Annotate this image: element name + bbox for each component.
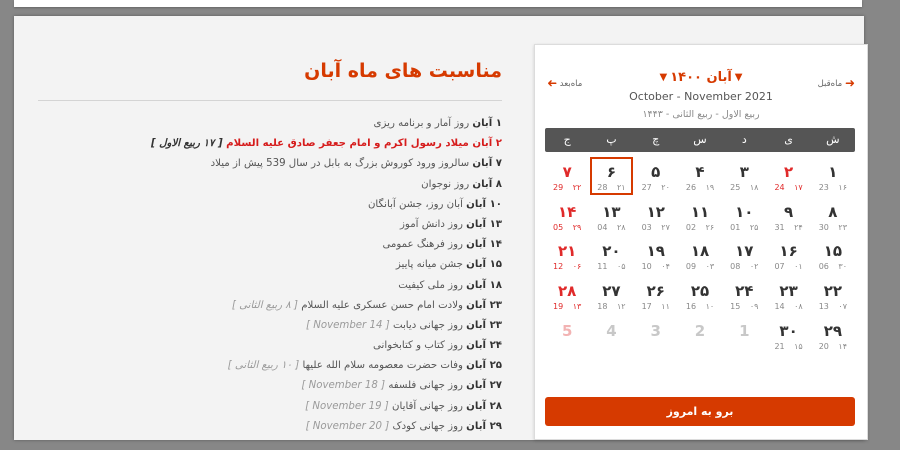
hijri-day: ۰۵ — [616, 262, 626, 272]
day-cell[interactable] — [634, 156, 678, 196]
gregorian-day: 13 — [818, 302, 829, 311]
event-reference: [ 18 November ] — [301, 380, 386, 392]
gregorian-day: 17 — [641, 302, 652, 311]
persian-day: ۲۰ — [602, 242, 621, 261]
event-date: ۲۹ آبان — [466, 420, 502, 432]
hijri-day: ۰۹ — [749, 302, 759, 311]
event-text: روز فرهنگ عمومی — [382, 239, 463, 251]
weekday-label: پ — [606, 133, 617, 146]
weekday-label: چ — [652, 133, 660, 146]
gregorian-day: 11 — [597, 262, 608, 272]
hijri-day: ۱۴ — [838, 341, 847, 351]
weekday-label: س — [693, 133, 707, 146]
gregorian-day: 01 — [730, 222, 741, 232]
event-item — [42, 417, 502, 437]
event-reference: [ 19 November ] — [305, 400, 389, 412]
persian-day: ۲ — [784, 163, 794, 181]
weekday-label: د — [741, 133, 747, 146]
events-title: مناسبت های ماه آبان — [304, 60, 502, 82]
event-item — [42, 296, 502, 316]
day-cell[interactable] — [678, 196, 722, 236]
day-cell[interactable] — [811, 196, 855, 236]
persian-day: 5 — [561, 321, 573, 340]
event-date: ۲۴ آبان — [466, 340, 502, 352]
weekday-label: ش — [826, 133, 840, 146]
event-text: روز آمار و برنامه ریزی — [373, 118, 470, 129]
gregorian-day: 29 — [553, 183, 564, 192]
day-cell[interactable] — [722, 235, 766, 275]
gregorian-day: 14 — [774, 302, 785, 311]
event-reference: [ ۱۷ ربیع الاول ] — [150, 138, 223, 150]
hijri-day: ۲۴ — [794, 222, 803, 232]
hijri-day: ۱۰ — [705, 302, 715, 311]
persian-day: ۶ — [606, 163, 617, 181]
day-cell[interactable] — [722, 315, 766, 355]
day-cell[interactable] — [589, 235, 633, 275]
persian-day: ۱۱ — [690, 202, 710, 221]
event-date: ۲۷ آبان — [466, 380, 502, 392]
day-cell[interactable] — [811, 235, 855, 275]
day-grid — [545, 156, 855, 394]
persian-day: 3 — [650, 321, 661, 340]
event-text: میلاد رسول اکرم و امام جعفر صادق علیه السلام — [226, 138, 469, 150]
hijri-day: ۲۳ — [838, 222, 847, 232]
day-cell[interactable] — [589, 196, 633, 236]
gregorian-day: 08 — [730, 262, 741, 272]
event-text: روز کتاب و کتابخوانی — [373, 340, 463, 352]
hijri-day: ۰۸ — [794, 302, 803, 311]
persian-day: ۲۸ — [558, 282, 577, 300]
event-item — [42, 134, 502, 154]
hijri-day: ۰۲ — [749, 262, 759, 272]
gregorian-day: 20 — [818, 341, 829, 351]
gregorian-day: 12 — [553, 262, 564, 272]
event-item — [42, 175, 502, 195]
event-text: روز جهانی کودک — [392, 420, 463, 432]
gregorian-day: 09 — [685, 262, 697, 272]
day-cell[interactable] — [545, 275, 589, 315]
prev-month-label: ماه‌قبل — [817, 79, 843, 89]
gregorian-range: October - November 2021 — [629, 90, 773, 103]
top-bar — [14, 0, 862, 7]
event-date: ۲۳ آبان — [466, 299, 502, 311]
gregorian-day: 27 — [641, 183, 652, 192]
hijri-day: ۱۳ — [572, 302, 582, 311]
event-text: روز نوجوان — [421, 178, 470, 190]
hijri-day: ۲۶ — [705, 222, 715, 232]
event-text: جشن میانه پاییز — [395, 259, 463, 271]
page-edge — [870, 0, 900, 450]
event-item — [42, 276, 502, 296]
hijri-day: ۲۰ — [661, 183, 670, 192]
day-cell[interactable] — [678, 315, 722, 355]
persian-day: ۱۹ — [646, 242, 665, 261]
hijri-day: ۰۷ — [838, 302, 847, 311]
gregorian-day: 02 — [685, 222, 697, 232]
gregorian-day: 28 — [597, 183, 608, 192]
day-cell[interactable] — [766, 235, 810, 275]
event-date: ۱۴ آبان — [466, 239, 502, 251]
persian-day: ۱ — [828, 163, 838, 181]
day-cell[interactable] — [545, 235, 589, 275]
hijri-day: ۱۷ — [794, 183, 803, 192]
event-item — [42, 376, 502, 396]
event-date: ۲ آبان — [472, 138, 502, 150]
persian-day: 1 — [739, 321, 750, 340]
hijri-day: ۲۱ — [616, 183, 626, 192]
day-cell[interactable] — [811, 315, 855, 355]
day-cell[interactable] — [589, 315, 633, 355]
persian-day: ۱۶ — [779, 242, 798, 261]
persian-day: ۷ — [562, 163, 572, 181]
weekday-label: ج — [563, 133, 571, 146]
event-date: ۱۰ آبان — [466, 198, 502, 210]
event-text: روز جهانی آقایان — [392, 400, 463, 412]
weekday-label: ی — [784, 133, 793, 146]
day-cell[interactable] — [634, 235, 678, 275]
persian-day: ۲۳ — [779, 282, 798, 300]
hijri-day: ۲۲ — [572, 183, 582, 192]
calendar-widget — [534, 44, 868, 440]
persian-day: ۲۹ — [823, 321, 843, 340]
event-item — [42, 114, 502, 134]
persian-day: ۹ — [784, 202, 794, 221]
persian-day: ۱۸ — [690, 242, 710, 261]
day-cell[interactable] — [634, 315, 678, 355]
chevron-down-icon[interactable]: ▼ — [659, 72, 668, 83]
gregorian-day: 16 — [685, 302, 697, 311]
persian-day: ۱۲ — [646, 202, 665, 221]
event-reference: [ ۸ ربیع الثانی ] — [231, 299, 298, 311]
hijri-day: ۱۸ — [749, 183, 759, 192]
hijri-day: ۱۶ — [838, 183, 847, 192]
events-panel — [38, 32, 514, 432]
gregorian-day: 31 — [774, 222, 785, 232]
day-cell[interactable] — [678, 156, 722, 196]
hijri-range: ربیع الاول - ربیع الثانی - ۱۴۴۳ — [642, 109, 760, 120]
gregorian-day: 10 — [641, 262, 652, 272]
day-cell[interactable] — [722, 156, 766, 196]
hijri-day: ۱۲ — [616, 302, 626, 311]
hijri-day: ۱۱ — [661, 302, 670, 311]
event-text: وفات حضرت معصومه سلام الله علیها — [302, 360, 463, 372]
event-item — [42, 215, 502, 235]
day-cell[interactable] — [545, 196, 589, 236]
day-cell[interactable] — [811, 275, 855, 315]
persian-day: ۲۱ — [558, 242, 577, 261]
gregorian-day: 07 — [774, 262, 785, 272]
hijri-day: ۱۹ — [705, 183, 715, 192]
day-cell[interactable] — [722, 196, 766, 236]
hijri-day: ۰۶ — [572, 262, 582, 272]
gregorian-day: 21 — [774, 341, 785, 351]
next-month-label: ماه‌بعد — [559, 79, 583, 89]
month-label: آبان ۱۴۰۰ — [670, 70, 732, 85]
month-selector[interactable] — [535, 70, 867, 85]
event-text: روز جهانی دیابت — [392, 319, 463, 331]
hijri-day: ۳۰ — [838, 262, 847, 272]
persian-day: ۲۶ — [646, 282, 665, 300]
event-text: آبان روز، جشن آبانگان — [367, 198, 463, 210]
event-reference: [ 20 November ] — [305, 420, 390, 432]
event-text: روز دانش آموز — [400, 218, 463, 230]
event-date: ۲۳ آبان — [466, 319, 502, 331]
event-date: ۱۳ آبان — [466, 218, 502, 230]
event-item — [42, 356, 502, 376]
gregorian-day: 25 — [730, 183, 741, 192]
day-cell-today[interactable] — [589, 156, 633, 196]
gregorian-day: 06 — [818, 262, 829, 272]
gregorian-day: 05 — [553, 222, 564, 232]
hijri-day: ۰۴ — [661, 262, 670, 272]
hijri-day: ۲۵ — [749, 222, 759, 232]
day-cell[interactable] — [634, 275, 678, 315]
event-item — [42, 195, 502, 215]
day-cell[interactable] — [766, 156, 810, 196]
persian-day: 2 — [694, 321, 706, 340]
event-date: ۱ آبان — [472, 118, 502, 129]
event-date: ۲۵ آبان — [466, 360, 502, 372]
gregorian-day: 15 — [730, 302, 741, 311]
gregorian-day: 18 — [597, 302, 608, 311]
gregorian-day: 03 — [641, 222, 652, 232]
gregorian-day: 26 — [685, 183, 697, 192]
gregorian-day: 19 — [553, 302, 564, 311]
arrow-left-icon: ➜ — [547, 76, 558, 90]
page-card — [14, 16, 864, 440]
gregorian-day: 04 — [597, 222, 608, 232]
day-cell[interactable] — [545, 156, 589, 196]
gregorian-day: 24 — [774, 183, 785, 192]
day-cell[interactable] — [678, 275, 722, 315]
event-item — [42, 336, 502, 356]
persian-day: ۱۳ — [602, 202, 621, 221]
persian-day: ۴ — [695, 163, 705, 181]
persian-day: ۲۵ — [690, 282, 710, 300]
persian-day: ۲۴ — [735, 282, 754, 300]
hijri-day: ۲۸ — [616, 222, 626, 232]
go-to-today-button[interactable]: برو به امروز — [545, 397, 855, 426]
hijri-day: ۰۱ — [794, 262, 803, 272]
event-date: ۱۸ آبان — [466, 279, 502, 291]
event-item — [42, 235, 502, 255]
persian-day: ۳ — [739, 163, 749, 181]
day-cell[interactable] — [545, 315, 589, 355]
gregorian-day: 30 — [818, 222, 829, 232]
day-cell[interactable] — [766, 315, 810, 355]
event-reference: [ 14 November ] — [306, 319, 390, 331]
event-text: روز ملی کیفیت — [398, 279, 463, 291]
event-text: روز جهانی فلسفه — [388, 380, 463, 392]
event-date: ۸ آبان — [472, 178, 502, 190]
day-cell[interactable] — [634, 196, 678, 236]
event-date: ۱۵ آبان — [466, 259, 502, 271]
hijri-day: ۲۷ — [661, 222, 670, 232]
event-reference: [ ۱۰ ربیع الثانی ] — [227, 360, 300, 372]
events-divider — [38, 100, 502, 101]
persian-day: ۱۵ — [823, 242, 843, 261]
persian-day: ۸ — [828, 202, 838, 221]
event-date: ۲۸ آبان — [466, 400, 502, 412]
persian-day: ۳۰ — [779, 321, 798, 340]
event-date: ۷ آبان — [472, 158, 502, 170]
event-text: ولادت امام حسن عسکری علیه السلام — [301, 299, 463, 311]
hijri-day: ۲۹ — [572, 222, 582, 232]
event-item — [42, 154, 502, 174]
events-list — [42, 114, 502, 437]
persian-day: ۲۲ — [823, 282, 843, 300]
hijri-day: ۱۵ — [794, 341, 803, 351]
persian-day: ۲۷ — [602, 282, 621, 300]
weekday-header — [545, 128, 855, 152]
day-cell[interactable] — [589, 275, 633, 315]
event-item — [42, 316, 502, 336]
arrow-right-icon: ➜ — [844, 76, 855, 90]
chevron-down-icon[interactable]: ▼ — [734, 72, 743, 83]
day-cell[interactable] — [722, 275, 766, 315]
persian-day: ۱۰ — [735, 202, 754, 221]
day-cell[interactable] — [678, 235, 722, 275]
day-cell[interactable] — [766, 275, 810, 315]
event-text: سالروز ورود کوروش بزرگ به بابل در سال 539 پیش از میلاد — [210, 158, 470, 170]
event-item — [42, 255, 502, 275]
persian-day: 4 — [606, 321, 617, 340]
day-cell[interactable] — [811, 156, 855, 196]
persian-day: ۱۷ — [735, 242, 754, 261]
persian-day: ۱۴ — [558, 202, 577, 221]
persian-day: ۵ — [651, 163, 661, 181]
gregorian-day: 23 — [818, 183, 829, 192]
event-item — [42, 397, 502, 417]
hijri-day: ۰۳ — [705, 262, 715, 272]
day-cell[interactable] — [766, 196, 810, 236]
